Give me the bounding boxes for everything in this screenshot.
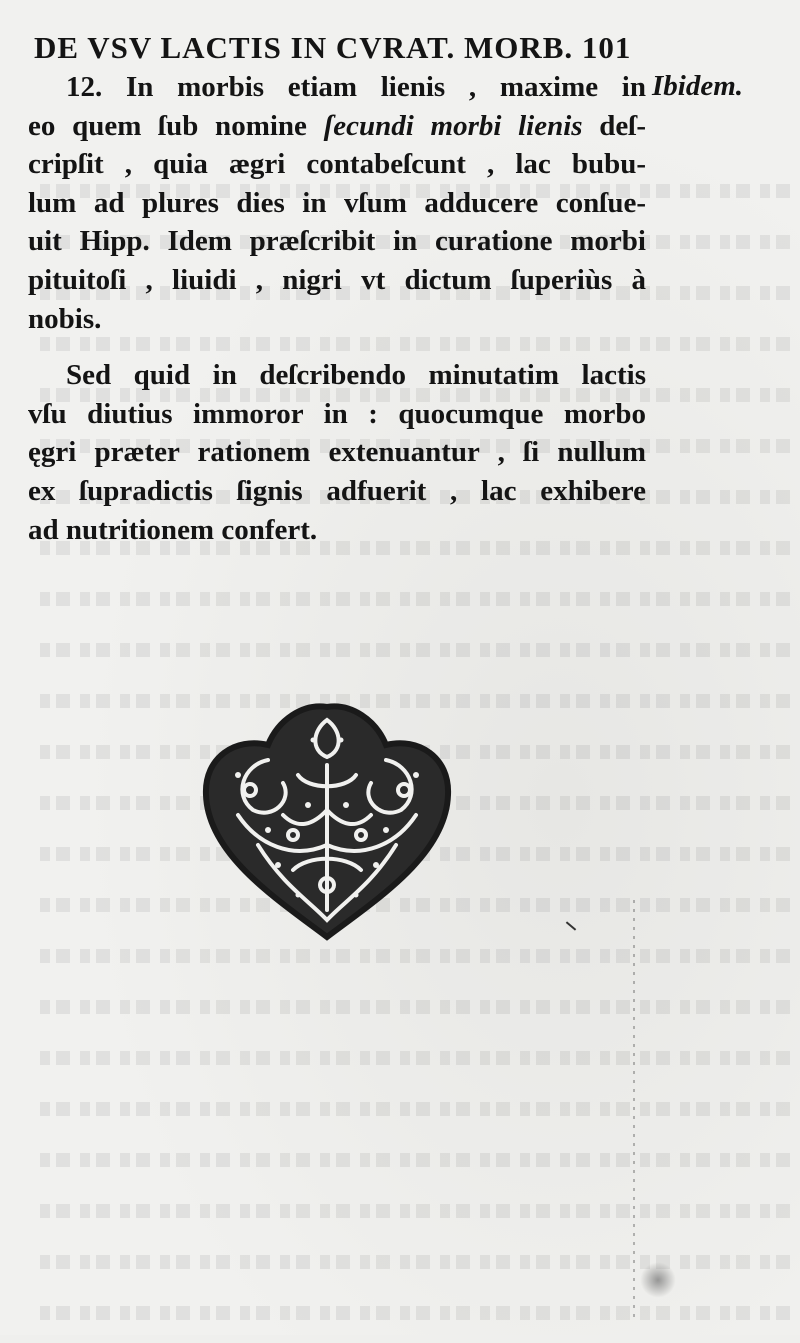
text-segment: eo quem ſub nomine — [28, 109, 324, 142]
text-segment: ad nutritionem confert. — [28, 513, 318, 546]
text-segment: 12. In morbis etiam lienis , maxime in — [66, 71, 646, 103]
running-head: DE VSV LACTIS IN CVRAT. MORB. 101 — [34, 30, 632, 65]
text-segment: uit Hipp. Idem præſcribit in curatione morbi — [28, 225, 646, 258]
text-segment: ex ſupradictis ſignis adfuerit , lac exhibere — [28, 474, 646, 507]
fold-dotted-line — [633, 900, 635, 1320]
text-line — [28, 511, 646, 550]
paragraph-1 — [28, 68, 646, 338]
text-segment: lum ad plures dies in vſum adducere conſue- — [28, 186, 646, 219]
text-segment: vſu diutius immoror in : quocumque morbo — [28, 397, 646, 430]
text-segment: Sed quid in deſcribendo minutatim lactis — [66, 359, 646, 392]
text-line — [28, 300, 646, 339]
text-segment: deſ- — [582, 109, 646, 142]
margin-note: Ibidem. — [652, 70, 744, 102]
text-segment: ęgri præter rationem extenuantur , ſi nullum — [28, 436, 646, 469]
text-line — [28, 395, 646, 434]
paragraph-2 — [28, 356, 646, 549]
text-line — [28, 261, 646, 300]
text-line — [28, 107, 646, 146]
text-line — [28, 433, 646, 472]
text-line — [28, 356, 646, 395]
fleuron-ornament-icon — [198, 695, 456, 945]
text-line — [28, 472, 646, 511]
italic-text-segment: ſecundi morbi lienis — [323, 109, 583, 142]
text-line — [28, 68, 646, 107]
ink-mark — [566, 921, 576, 930]
text-segment: nobis. — [28, 302, 102, 335]
body-text — [28, 68, 646, 549]
ink-stain — [640, 1262, 676, 1298]
text-segment: pituitoſi , liuidi , nigri vt dictum ſuperiùs à — [28, 263, 646, 296]
text-line — [28, 222, 646, 261]
text-line — [28, 145, 646, 184]
text-line — [28, 184, 646, 223]
text-segment: cripſit , quia ægri contabeſcunt , lac bubu- — [28, 148, 646, 181]
